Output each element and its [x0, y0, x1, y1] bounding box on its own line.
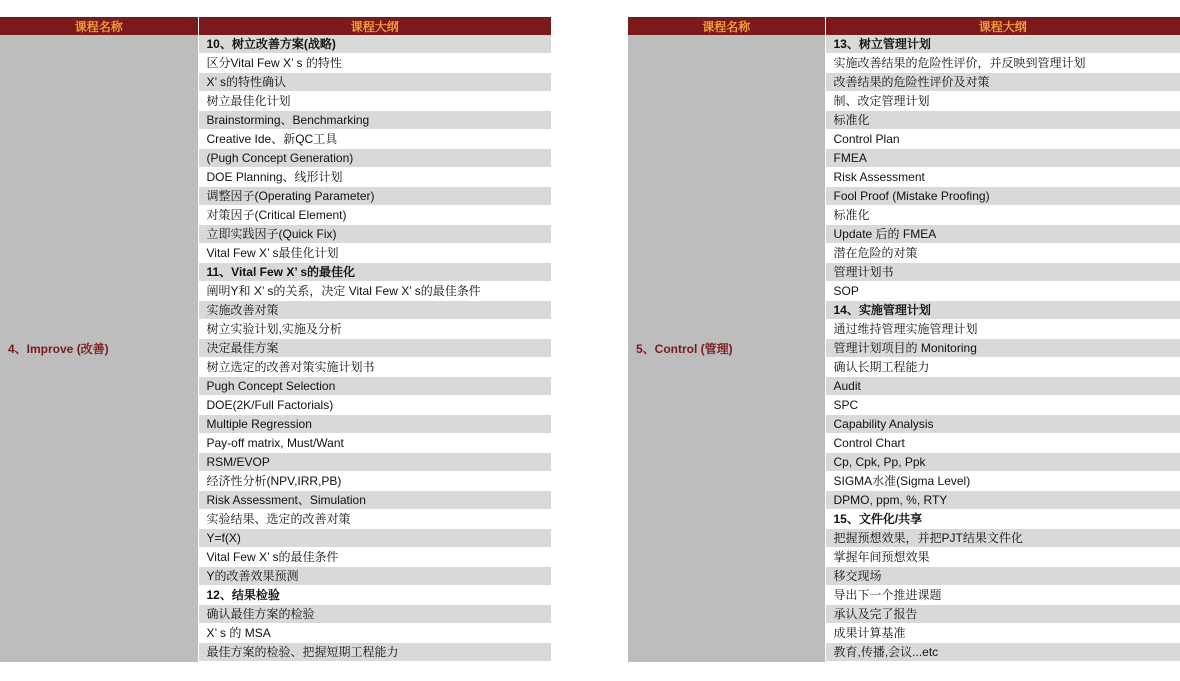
outline-item: 实施改善对策 [198, 301, 551, 320]
outline-item: DOE Planning、线形计划 [198, 168, 551, 187]
outline-item: 确认最佳方案的检验 [198, 605, 551, 624]
outline-item: FMEA [825, 149, 1180, 168]
improve-course-table [0, 17, 551, 662]
outline-item: X’ s 的 MSA [198, 624, 551, 643]
table-row [628, 35, 1180, 54]
outline-item: Risk Assessment、Simulation [198, 491, 551, 510]
outline-item: Multiple Regression [198, 415, 551, 434]
outline-item: Audit [825, 377, 1180, 396]
outline-item: RSM/EVOP [198, 453, 551, 472]
outline-item: Pugh Concept Selection [198, 377, 551, 396]
table-header-row [0, 17, 551, 35]
outline-item: 确认长期工程能力 [825, 358, 1180, 377]
outline-item: Vital Few X’ s的最佳条件 [198, 548, 551, 567]
table-row [0, 35, 551, 54]
outline-item: DOE(2K/Full Factorials) [198, 396, 551, 415]
outline-item: 成果计算基准 [825, 624, 1180, 643]
outline-item: 树立实验计划,实施及分析 [198, 320, 551, 339]
outline-item: Cp, Cpk, Pp, Ppk [825, 453, 1180, 472]
outline-item: 承认及完了报告 [825, 605, 1180, 624]
outline-item: 调整因子(Operating Parameter) [198, 187, 551, 206]
outline-item: 潜在危险的对策 [825, 244, 1180, 263]
control-course-table [628, 17, 1180, 662]
outline-item: 制、改定管理计划 [825, 92, 1180, 111]
outline-section-heading: 11、Vital Few X’ s的最佳化 [198, 263, 551, 282]
outline-item: SOP [825, 282, 1180, 301]
outline-item: 管理计划项目的 Monitoring [825, 339, 1180, 358]
outline-item: 对策因子(Critical Element) [198, 206, 551, 225]
course-name-header: 课程名称 [628, 17, 825, 35]
outline-item: 实施改善结果的危险性评价，并反映到管理计划 [825, 54, 1180, 73]
outline-item: 经济性分析(NPV,IRR,PB) [198, 472, 551, 491]
course-outline-header: 课程大纲 [825, 17, 1180, 35]
outline-item: Fool Proof (Mistake Proofing) [825, 187, 1180, 206]
outline-item: Brainstorming、Benchmarking [198, 111, 551, 130]
outline-item: SPC [825, 396, 1180, 415]
outline-item: Risk Assessment [825, 168, 1180, 187]
course-name-cell: 5、Control (管理) [628, 35, 825, 662]
outline-item: Vital Few X’ s最佳化计划 [198, 244, 551, 263]
outline-item: Creative Ide、新QC工具 [198, 130, 551, 149]
outline-item: 掌握年间预想效果 [825, 548, 1180, 567]
outline-item: Update 后的 FMEA [825, 225, 1180, 244]
outline-section-heading: 14、实施管理计划 [825, 301, 1180, 320]
outline-section-heading: 15、文件化/共享 [825, 510, 1180, 529]
outline-item: X’ s的特性确认 [198, 73, 551, 92]
course-outline-header: 课程大纲 [198, 17, 551, 35]
table-header-row [628, 17, 1180, 35]
outline-item: 实验结果、选定的改善对策 [198, 510, 551, 529]
outline-item: Y的改善效果预测 [198, 567, 551, 586]
outline-item: 最佳方案的检验、把握短期工程能力 [198, 643, 551, 662]
outline-item: 把握预想效果，并把PJT结果文件化 [825, 529, 1180, 548]
outline-item: 通过维持管理实施管理计划 [825, 320, 1180, 339]
outline-item: 阐明Y和 X’ s的关系，决定 Vital Few X’ s的最佳条件 [198, 282, 551, 301]
outline-item: Y=f(X) [198, 529, 551, 548]
outline-item: Pay-off matrix, Must/Want [198, 434, 551, 453]
outline-item: Control Plan [825, 130, 1180, 149]
outline-item: Control Chart [825, 434, 1180, 453]
outline-item: 树立最佳化计划 [198, 92, 551, 111]
outline-item: Capability Analysis [825, 415, 1180, 434]
outline-item: 改善结果的危险性评价及对策 [825, 73, 1180, 92]
outline-item: (Pugh Concept Generation) [198, 149, 551, 168]
outline-item: 管理计划书 [825, 263, 1180, 282]
outline-item: 标准化 [825, 111, 1180, 130]
outline-section-heading: 10、树立改善方案(战略) [198, 35, 551, 54]
outline-item: 决定最佳方案 [198, 339, 551, 358]
outline-section-heading: 13、树立管理计划 [825, 35, 1180, 54]
outline-item: 区分Vital Few X’ s 的特性 [198, 54, 551, 73]
outline-item: SIGMA水准(Sigma Level) [825, 472, 1180, 491]
outline-item: 标准化 [825, 206, 1180, 225]
outline-section-heading: 12、结果检验 [198, 586, 551, 605]
outline-item: 导出下一个推进课题 [825, 586, 1180, 605]
outline-item: 移交现场 [825, 567, 1180, 586]
outline-item: 树立选定的改善对策实施计划书 [198, 358, 551, 377]
outline-item: 立即实践因子(Quick Fix) [198, 225, 551, 244]
outline-item: 教育,传播,会议...etc [825, 643, 1180, 662]
course-name-header: 课程名称 [0, 17, 198, 35]
course-name-cell: 4、Improve (改善) [0, 35, 198, 662]
outline-item: DPMO, ppm, %, RTY [825, 491, 1180, 510]
